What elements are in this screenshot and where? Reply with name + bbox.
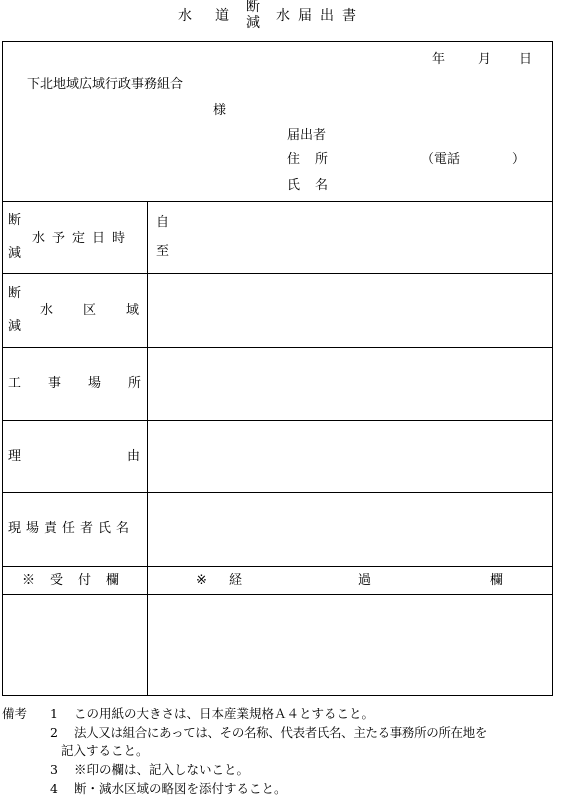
row-divider [2,201,553,202]
note-text: 法人又は組合にあっては、その名称、代表者氏名、主たる事務所の所在地を [74,725,487,740]
address-label-char: 住 [287,152,301,167]
note-number: 2 [50,725,58,740]
schedule-label: 水予定日時 [32,231,133,246]
row-divider [2,492,553,493]
recipient-honorific: 様 [213,103,227,118]
name-label-char: 氏 [287,178,301,193]
note-text: この用紙の大きさは、日本産業規格Ａ４とすること。 [74,706,375,721]
row-divider [2,347,553,348]
title-char: 水 [276,8,290,24]
address-label-char: 所 [315,152,329,167]
date-day-label: 日 [519,52,533,67]
area-label: 水区域 [40,303,170,318]
schedule-prefix-bottom: 減 [8,246,22,261]
notes-heading: 備考 [2,706,28,721]
progress-label-char: 経 [229,573,243,588]
schedule-from-label: 自 [156,215,170,230]
column-divider [147,201,148,696]
note-text: 断・減水区域の略図を添付すること。 [74,781,287,796]
date-month-label: 月 [478,52,492,67]
phone-close-paren: ） [512,152,526,167]
reason-label-left: 理 [8,449,22,464]
notifier-label: 届出者 [287,128,327,143]
note-number: 3 [50,762,58,777]
schedule-prefix-top: 断 [8,213,22,228]
area-prefix [8,287,21,333]
title-char: 出 [320,8,334,24]
manager-label: 現場責任者氏名 [8,521,135,536]
schedule-prefix [8,214,21,260]
note-number: 4 [50,781,58,796]
progress-label-char: 過 [358,573,372,588]
date-year-label: 年 [432,52,446,67]
row-divider [2,420,553,421]
schedule-to-label: 至 [156,244,170,259]
recipient-name: 下北地域広域行政事務組合 [27,77,184,92]
title-char: 水 [178,8,192,24]
reason-label-right: 由 [127,449,141,464]
note-number: 1 [50,706,58,721]
note-text: ※印の欄は、記入しないこと。 [74,762,250,777]
row-divider [2,273,553,274]
site-label: 工事場所 [8,376,169,391]
row-divider [2,566,553,567]
title-char: 届 [298,8,312,24]
title-char-stacked-bottom: 減 [246,15,260,31]
note-text-continued: 記入すること。 [61,743,149,758]
area-prefix-top: 断 [8,286,22,301]
form-frame [2,41,553,696]
name-label-char: 名 [315,178,329,193]
title-char-stacked-top: 断 [246,0,260,15]
row-divider [2,594,553,595]
title-char: 書 [342,8,356,24]
title-char: 道 [215,8,229,24]
progress-label-char: 欄 [490,573,504,588]
progress-mark: ※ [196,573,207,588]
area-prefix-bottom: 減 [8,319,22,334]
reception-label: ※受付欄 [22,573,135,588]
phone-label: （電話 [421,152,461,167]
